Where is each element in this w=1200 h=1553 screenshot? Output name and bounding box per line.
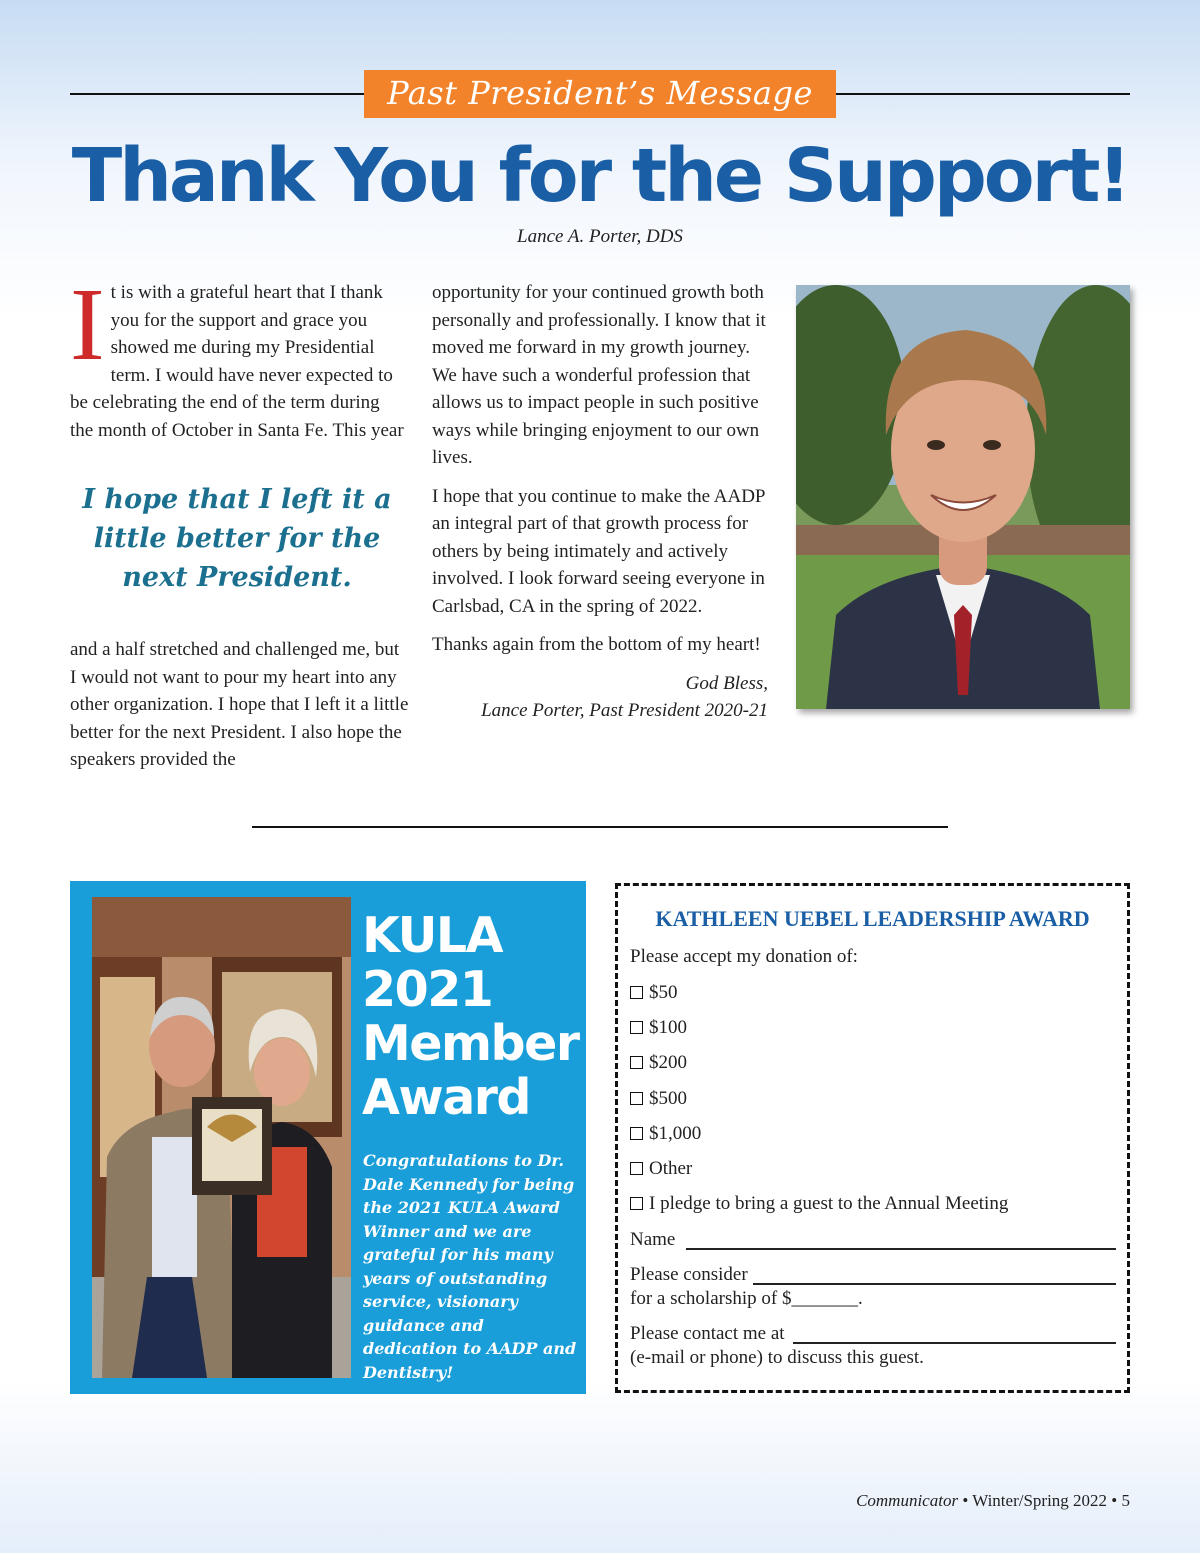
- award-photo: [92, 897, 351, 1378]
- article-paragraph: I hope that you continue to make the AADP an integral part of that growth process for others by being intimately and actively involved. I look forward seeing everyone in Carlsbad, CA in the spring of 2022.: [432, 485, 765, 617]
- checkbox-icon[interactable]: [630, 1127, 643, 1140]
- article-paragraph: [70, 267, 406, 444]
- consider-label: Please consider: [630, 1264, 748, 1285]
- header-rule-right: [836, 93, 1130, 95]
- kula-title-line: Award: [362, 1069, 530, 1126]
- name-label: Name: [630, 1229, 676, 1250]
- checkbox-icon[interactable]: [630, 986, 643, 999]
- article-column-2: [432, 279, 768, 725]
- contact-note: (e-mail or phone) to discuss this guest.: [630, 1347, 924, 1368]
- donation-option-guest-pledge[interactable]: [630, 1192, 1008, 1216]
- article-paragraph: Thanks again from the bottom of my heart!: [432, 634, 761, 655]
- contact-label: Please contact me at: [630, 1323, 785, 1344]
- option-label: Other: [649, 1158, 693, 1179]
- pull-quote: I hope that I left it a little better for the next President.: [82, 484, 392, 593]
- donation-option-500[interactable]: [630, 1087, 687, 1111]
- checkbox-icon[interactable]: [630, 1021, 643, 1034]
- kula-title-line: 2021: [362, 961, 493, 1018]
- donation-form: [615, 883, 1130, 1393]
- article-column-1: [70, 267, 406, 455]
- contact-field[interactable]: [793, 1342, 1116, 1344]
- author-portrait-photo: [796, 285, 1130, 709]
- article-column-1-continued: [70, 636, 410, 785]
- kula-title-line: Member: [362, 1015, 579, 1072]
- option-label: $500: [649, 1088, 687, 1109]
- scholarship-label: for a scholarship of $_______.: [630, 1288, 863, 1309]
- checkbox-icon[interactable]: [630, 1197, 643, 1210]
- donation-option-1000[interactable]: [630, 1122, 701, 1146]
- signoff-greeting: God Bless,: [685, 672, 768, 694]
- option-label: I pledge to bring a guest to the Annual Meeting: [649, 1193, 1009, 1214]
- byline: Lance A. Porter, DDS: [517, 226, 683, 247]
- publication-name: Communicator: [856, 1491, 959, 1510]
- option-label: $1,000: [649, 1123, 702, 1144]
- section-tag: Past President’s Message: [364, 70, 836, 118]
- portrait-illustration: [796, 285, 1130, 709]
- consider-field[interactable]: [753, 1283, 1116, 1285]
- page-footer: [856, 1491, 1130, 1511]
- donation-option-50[interactable]: [630, 981, 678, 1005]
- drop-cap: I: [70, 267, 105, 382]
- kula-award-title: [362, 909, 582, 1125]
- kula-title-line: KULA: [362, 907, 503, 964]
- section-divider: [252, 826, 948, 828]
- checkbox-icon[interactable]: [630, 1056, 643, 1069]
- kula-award-panel: [70, 881, 586, 1394]
- donation-option-100[interactable]: [630, 1016, 687, 1040]
- option-label: $200: [649, 1052, 687, 1073]
- kula-award-caption: Congratulations to Dr. Dale Kennedy for being the 2021 KULA Award Winner and we are grateful for his many years of outstanding service, visionary guidance and dedication to AADP and Dentistry!: [363, 1151, 577, 1382]
- donation-intro: Please accept my donation of:: [630, 946, 858, 967]
- award-photo-illustration: [92, 897, 351, 1378]
- issue-and-page: • Winter/Spring 2022 • 5: [958, 1491, 1130, 1510]
- option-label: $100: [649, 1017, 687, 1038]
- option-label: $50: [649, 982, 678, 1003]
- header-rule-left: [70, 93, 364, 95]
- page-title: Thank You for the Support!: [71, 133, 1129, 219]
- article-text: t is with a grateful heart that I thank you for the support and grace you showed me during my Presidential term. I would have never expected to be celebrating the end of the term during the month of October in Santa Fe. This year: [70, 282, 404, 441]
- checkbox-icon[interactable]: [630, 1162, 643, 1175]
- name-field[interactable]: [686, 1248, 1116, 1250]
- article-paragraph: and a half stretched and challenged me, but I would not want to pour my heart into any other organization. I hope that I left it a little better for the next President. I also hope the speakers provided the: [70, 639, 409, 770]
- signoff-name: Lance Porter, Past President 2020-21: [481, 700, 768, 721]
- donation-option-other[interactable]: [630, 1157, 692, 1181]
- donation-option-200[interactable]: [630, 1051, 687, 1075]
- checkbox-icon[interactable]: [630, 1092, 643, 1105]
- article-paragraph: opportunity for your continued growth both personally and professionally. I know that it moved me forward in my growth journey. We have such a wonderful profession that allows us to impact people in such positive ways while bringing enjoyment to our own lives.: [432, 282, 766, 468]
- donation-form-title: KATHLEEN UEBEL LEADERSHIP AWARD: [655, 906, 1090, 931]
